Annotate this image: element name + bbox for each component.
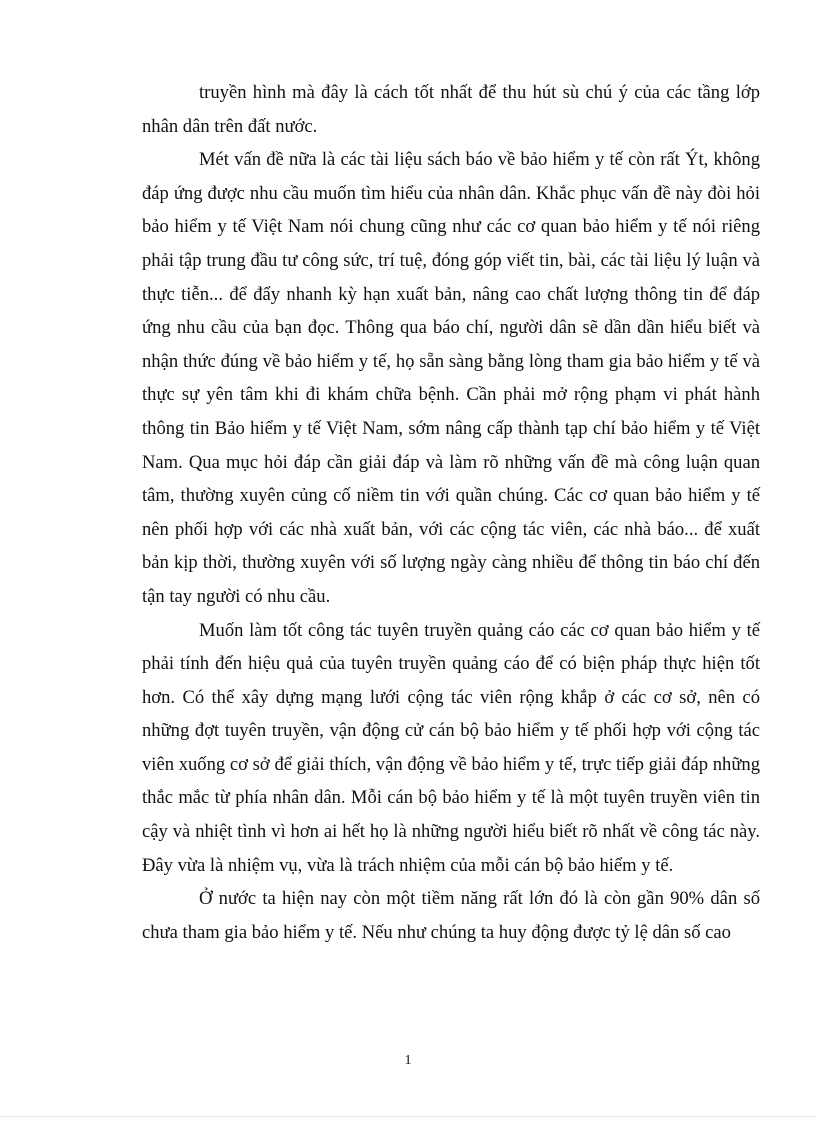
paragraph-media-materials: Mét vấn đề nữa là các tài liệu sách báo về bảo hiểm y tế còn rất Ýt, không đáp ứng được nhu cầu muốn tìm hiểu của nhân dân. Khắc phục vấn đề này đòi hỏi bảo hiểm y tế Việt Nam nói chung cũng như các cơ quan bảo hiểm y tế nói riêng phải tập trung đầu tư công sức, trí tuệ, đóng góp viết tin, bài, các tài liệu lý luận và thực tiễn... để đẩy nhanh kỳ hạn xuất bản, nâng cao chất lượng thông tin để đáp ứng nhu cầu của bạn đọc. Thông qua báo chí, người dân sẽ dần dần hiểu biết và nhận thức đúng về bảo hiểm y tế, họ sẵn sàng bằng lòng tham gia bảo hiểm y tế và thực sự yên tâm khi đi khám chữa bệnh. Cần phải mở rộng phạm vi phát hành thông tin Bảo hiểm y tế Việt Nam, sớm nâng cấp thành tạp chí bảo hiểm y tế Việt Nam. Qua mục hỏi đáp cần giải đáp và làm rõ những vấn đề mà công luận quan tâm, thường xuyên củng cố niềm tin với quần chúng. Các cơ quan bảo hiểm y tế nên phối hợp với các nhà xuất bản, với các cộng tác viên, các nhà báo... để xuất bản kịp thời, thường xuyên với số lượng ngày càng nhiều để thông tin báo chí đến tận tay người có nhu cầu.: [142, 149, 760, 607]
paragraph-population-potential: Ở nước ta hiện nay còn một tiềm năng rất lớn đó là còn gần 90% dân số chưa tham gia bảo hiểm y tế. Nếu như chúng ta huy động được tỷ lệ dân số cao: [142, 888, 760, 943]
paragraph-propaganda-effectiveness: Muốn làm tốt công tác tuyên truyền quảng cáo các cơ quan bảo hiểm y tế phải tính đến hiệu quả của tuyên truyền quảng cáo để có biện pháp thực hiện tốt hơn. Có thể xây dựng mạng lưới cộng tác viên rộng khắp ở các cơ sở, nên có những đợt tuyên truyền, vận động cử cán bộ bảo hiểm y tế phối hợp với cộng tác viên xuống cơ sở để giải thích, vận động về bảo hiểm y tế, trực tiếp giải đáp những thắc mắc từ phía nhân dân. Mỗi cán bộ bảo hiểm y tế là một tuyên truyền viên tin cậy và nhiệt tình vì hơn ai hết họ là những người hiểu biết rõ nhất về công tác này. Đây vừa là nhiệm vụ, vừa là trách nhiệm của mỗi cán bộ bảo hiểm y tế.: [142, 619, 760, 876]
body-text: [142, 76, 760, 949]
paragraph-continuation: truyền hình mà đây là cách tốt nhất để thu hút sù chú ý của các tầng lớp nhân dân trên đất nước.: [142, 82, 760, 137]
page-number: 1: [404, 1053, 412, 1068]
page-bottom-divider: [0, 1116, 816, 1117]
